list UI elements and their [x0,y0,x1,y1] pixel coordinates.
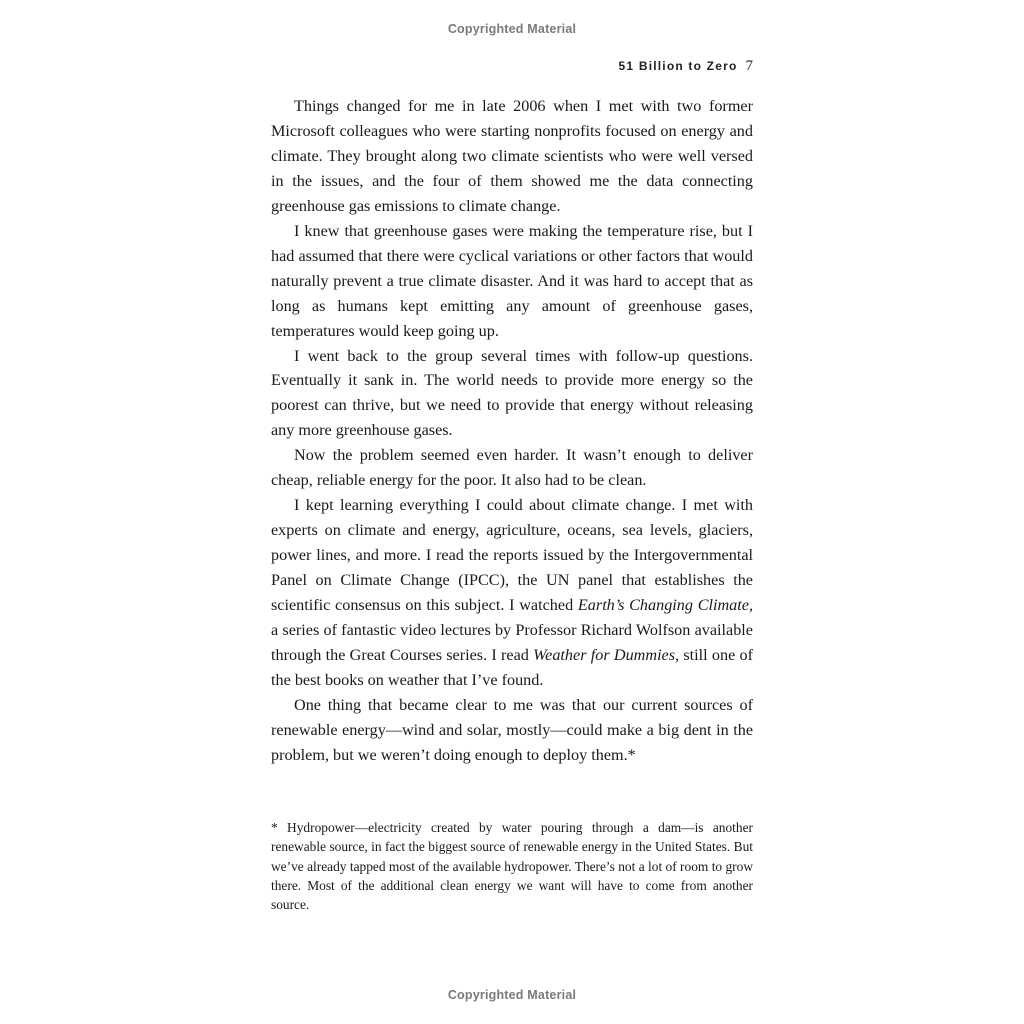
paragraph: Things changed for me in late 2006 when I met with two former Microsoft colleagues who were starting nonprofits focused on energy and climate. They brought along two climate scientists who were well versed in the issues, and the four of them showed me the data connecting greenhouse gas emissions to climate change. [271,97,753,215]
copyright-watermark-top: Copyrighted Material [447,22,577,36]
paragraph-text: I kept learning everything I could about climate change. I met with experts on climate and energy, agriculture, oceans, sea levels, glaciers, power lines, and more. I read the reports issued by the Intergovernmental Panel on Climate Change (IPCC), the UN panel that establishes the scientific consensus on this subject. I watched [271,496,753,615]
book-title-italic: Weather for Dummies, [533,645,680,664]
paragraph: I went back to the group several times with follow-up questions. Eventually it sank in. The world needs to provide more energy so the poorest can thrive, but we need to provide that energy without releasing any more greenhouse gases. [271,346,753,440]
running-title: 51 Billion to Zero [618,59,738,73]
paragraph: I knew that greenhouse gases were making the temperature rise, but I had assumed that there were cyclical variations or other factors that would naturally prevent a true climate disaster. And it was hard to accept that as long as humans kept emitting any amount of greenhouse gases, temperatures would keep going up. [271,221,753,340]
paragraph [271,493,753,693]
book-title-italic: Earth’s Changing Climate, [577,596,754,615]
footnote: * Hydropower—electricity created by water pouring through a dam—is another renewable source, in fact the biggest source of renewable energy in the United States. But we’ve already tapped most of the available hydropower. There’s not a lot of room to grow there. Most of the additional clean energy we want will have to come from another source. [271,820,753,913]
copyright-watermark-bottom: Copyrighted Material [447,988,577,1002]
paragraph-text: still one of the best books on weather that I’ve found. [271,645,753,689]
paragraph: Now the problem seemed even harder. It wasn’t enough to deliver cheap, reliable energy for the poor. It also had to be clean. [271,446,753,490]
paragraph: One thing that became clear to me was that our current sources of renewable energy—wind and solar, mostly—could make a big dent in the problem, but we weren’t doing enough to deploy them.* [271,695,753,764]
page-number: 7 [745,58,753,74]
paragraph-text: a series of fantastic video lectures by Professor Richard Wolfson available through the Great Courses series. I read [271,621,753,664]
body-text [271,94,753,768]
running-header [271,57,753,75]
